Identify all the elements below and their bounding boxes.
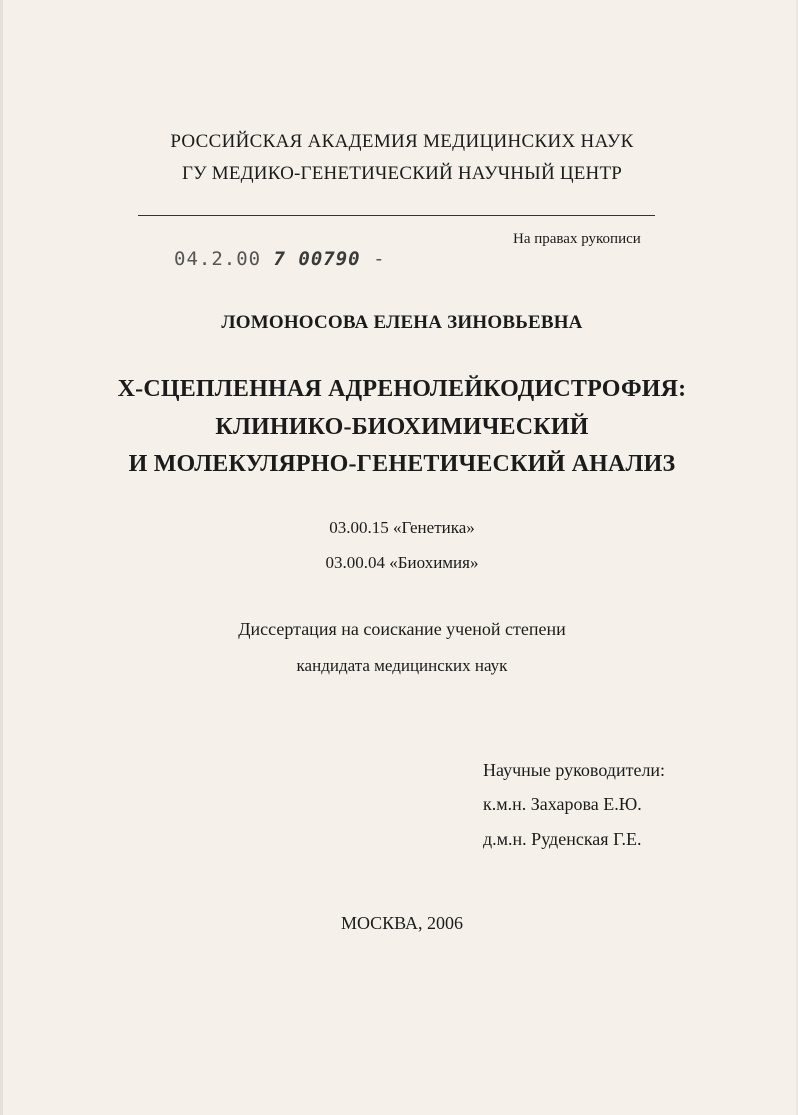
dissertation-line-2: кандидата медицинских наук: [296, 656, 508, 675]
title-line-2: КЛИНИКО-БИОХИМИЧЕСКИЙ: [215, 414, 589, 440]
supervisor-1: к.м.н. Захарова Е.Ю.: [483, 794, 642, 814]
specialty-2: 03.00.04 «Биохимия»: [325, 553, 479, 572]
title-line-3: И МОЛЕКУЛЯРНО-ГЕНЕТИЧЕСКИЙ АНАЛИЗ: [128, 451, 676, 477]
city-year: МОСКВА, 2006: [340, 913, 464, 933]
stamp-number: 7 00790: [273, 248, 361, 270]
organization-line-1: РОССИЙСКАЯ АКАДЕМИЯ МЕДИЦИНСКИХ НАУК: [170, 131, 634, 152]
supervisor-2: д.м.н. Руденская Г.Е.: [483, 829, 642, 849]
organization-line-2: ГУ МЕДИКО-ГЕНЕТИЧЕСКИЙ НАУЧНЫЙ ЦЕНТР: [181, 163, 623, 184]
library-stamp: [174, 248, 386, 270]
dissertation-line-1: Диссертация на соискание ученой степени: [238, 619, 566, 639]
stamp-prefix: 04.2.00: [174, 248, 262, 270]
author-name: ЛОМОНОСОВА ЕЛЕНА ЗИНОВЬЕВНА: [221, 312, 583, 333]
supervisors-heading: Научные руководители:: [483, 760, 666, 780]
title-line-1: Х-СЦЕПЛЕННАЯ АДРЕНОЛЕЙКОДИСТРОФИЯ:: [117, 376, 687, 402]
header-divider: [138, 215, 655, 216]
rights-note: На правах рукописи: [513, 231, 641, 247]
specialty-1: 03.00.15 «Генетика»: [329, 518, 475, 537]
stamp-suffix: -: [373, 248, 386, 270]
